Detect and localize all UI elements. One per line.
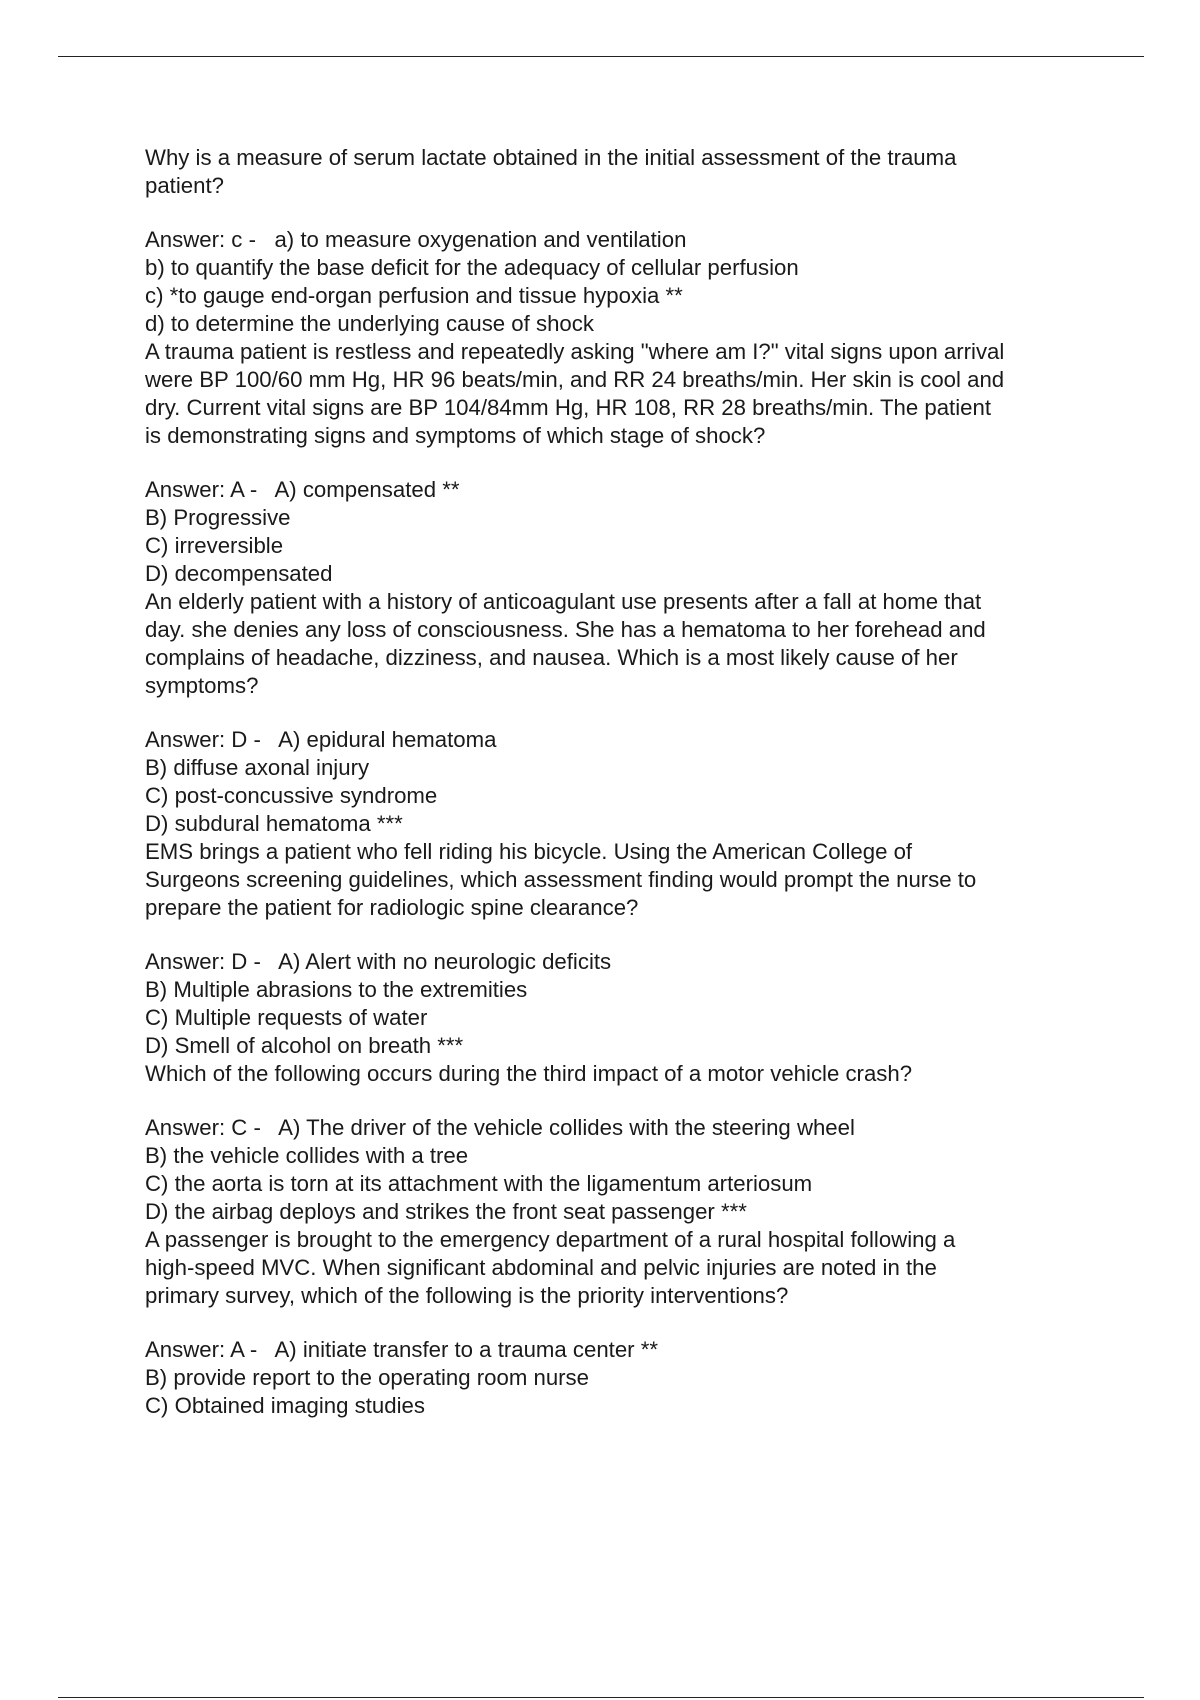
answer-block [145,726,1105,838]
answer-line: C) Obtained imaging studies [145,1393,425,1418]
qa-item [145,144,1105,338]
question-line: is demonstrating signs and symptoms of which stage of shock? [145,423,766,448]
answer-block [145,1336,1105,1420]
answer-line: C) irreversible [145,533,284,558]
question-text [145,588,1105,700]
question-line: A passenger is brought to the emergency department of a rural hospital following a [145,1227,956,1252]
answer-line: Answer: D - A) Alert with no neurologic deficits [145,949,612,974]
qa-item [145,1226,1105,1420]
question-text [145,338,1105,450]
question-line: An elderly patient with a history of anticoagulant use presents after a fall at home that [145,589,982,614]
answer-line: b) to quantify the base deficit for the adequacy of cellular perfusion [145,255,799,280]
answer-block [145,476,1105,588]
answer-line: c) *to gauge end-organ perfusion and tissue hypoxia ** [145,283,683,308]
answer-line: Answer: c - a) to measure oxygenation and ventilation [145,227,687,252]
answer-line: C) post-concussive syndrome [145,783,438,808]
document-body [145,144,1105,1420]
answer-line: C) the aorta is torn at its attachment with the ligamentum arteriosum [145,1171,813,1196]
qa-item [145,1060,1105,1226]
answer-line: Answer: A - A) initiate transfer to a trauma center ** [145,1337,659,1362]
answer-line: C) Multiple requests of water [145,1005,428,1030]
question-line: primary survey, which of the following is the priority interventions? [145,1283,789,1308]
answer-block [145,1114,1105,1226]
answer-line: B) Progressive [145,505,291,530]
question-text [145,1226,1105,1310]
question-line: dry. Current vital signs are BP 104/84mm Hg, HR 108, RR 28 breaths/min. The patient [145,395,991,420]
question-line: Which of the following occurs during the third impact of a motor vehicle crash? [145,1061,913,1086]
answer-line: D) subdural hematoma *** [145,811,403,836]
question-line: patient? [145,173,224,198]
answer-line: B) the vehicle collides with a tree [145,1143,469,1168]
qa-item [145,588,1105,838]
answer-line: D) the airbag deploys and strikes the front seat passenger *** [145,1199,747,1224]
answer-line: Answer: C - A) The driver of the vehicle collides with the steering wheel [145,1115,855,1140]
answer-line: B) Multiple abrasions to the extremities [145,977,528,1002]
question-text [145,838,1105,922]
question-line: Surgeons screening guidelines, which assessment finding would prompt the nurse to [145,867,977,892]
question-line: high-speed MVC. When significant abdominal and pelvic injuries are noted in the [145,1255,937,1280]
answer-line: D) Smell of alcohol on breath *** [145,1033,464,1058]
question-line: Why is a measure of serum lactate obtained in the initial assessment of the trauma [145,145,957,170]
question-line: were BP 100/60 mm Hg, HR 96 beats/min, and RR 24 breaths/min. Her skin is cool and [145,367,1005,392]
question-line: symptoms? [145,673,259,698]
question-line: day. she denies any loss of consciousness. She has a hematoma to her forehead and [145,617,986,642]
question-line: A trauma patient is restless and repeatedly asking "where am I?" vital signs upon arrival [145,339,1005,364]
answer-block [145,948,1105,1060]
answer-line: d) to determine the underlying cause of shock [145,311,594,336]
footer-rule [58,1697,1144,1698]
answer-line: B) diffuse axonal injury [145,755,370,780]
answer-line: B) provide report to the operating room nurse [145,1365,589,1390]
question-line: complains of headache, dizziness, and nausea. Which is a most likely cause of her [145,645,958,670]
qa-item [145,838,1105,1060]
question-line: EMS brings a patient who fell riding his bicycle. Using the American College of [145,839,913,864]
question-text [145,1060,1105,1088]
qa-item [145,338,1105,588]
answer-block [145,226,1105,338]
header-rule [58,56,1144,57]
answer-line: Answer: A - A) compensated ** [145,477,460,502]
answer-line: Answer: D - A) epidural hematoma [145,727,497,752]
answer-line: D) decompensated [145,561,333,586]
question-line: prepare the patient for radiologic spine clearance? [145,895,639,920]
question-text [145,144,1105,200]
